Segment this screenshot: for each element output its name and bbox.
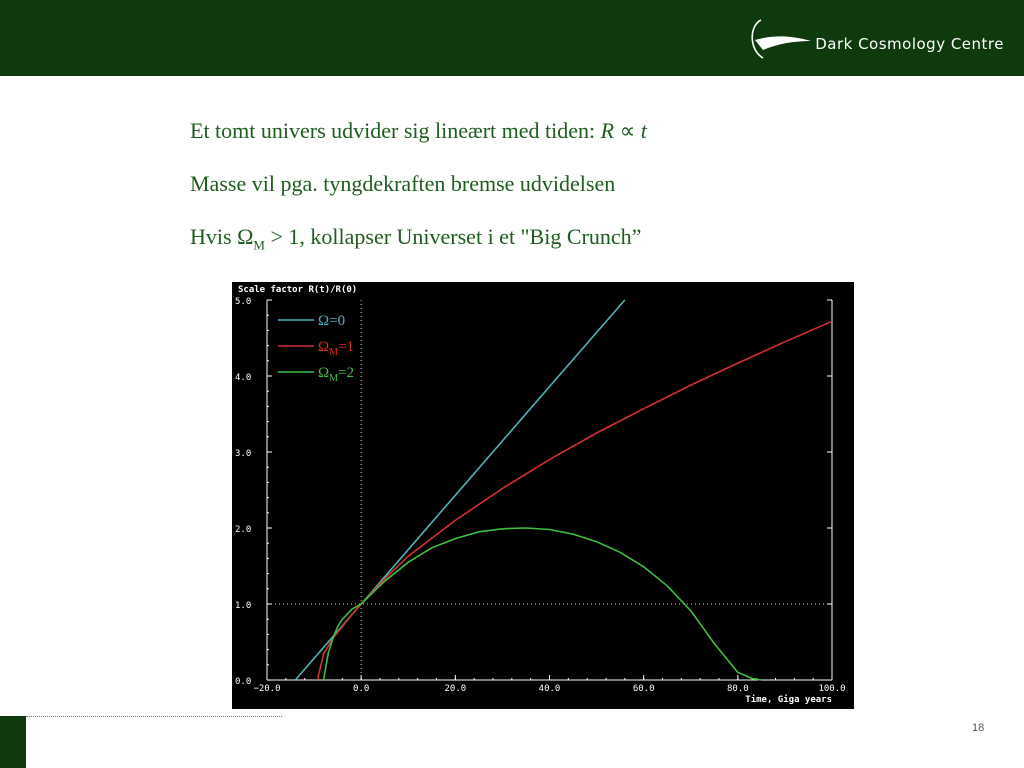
- legend-label-0: Ω=0: [318, 313, 346, 329]
- x-tick-label: 80.0: [726, 684, 749, 694]
- x-tick-label: 60.0: [632, 684, 655, 694]
- symbol-r: R: [600, 118, 615, 143]
- bullet-big-crunch: [190, 220, 647, 273]
- y-tick-label: 3.0: [235, 449, 252, 459]
- bullet-text: Hvis: [190, 224, 238, 249]
- legend-label-2: $\Omega_M=2$: [318, 365, 355, 384]
- x-tick-label: 0.0: [353, 684, 370, 694]
- bullet-text: Masse vil pga. tyngdekraften bremse udvidelsen: [190, 171, 616, 196]
- scale-factor-chart: [232, 282, 854, 709]
- omega-symbol: Ω: [237, 224, 254, 249]
- page-number: 18: [972, 722, 985, 734]
- header-bar: [0, 0, 1024, 76]
- omega-subscript: M: [253, 237, 265, 253]
- bullet-list: [190, 114, 647, 273]
- chart-svg: [232, 282, 854, 709]
- bullet-text: Et tomt univers udvider sig lineært med tiden:: [190, 118, 601, 143]
- y-tick-label: 1.0: [235, 601, 252, 611]
- chart-title: Scale factor R(t)/R(0): [238, 285, 358, 295]
- brand-logo: [815, 14, 1004, 62]
- footer-divider: [26, 716, 282, 717]
- y-tick-label: 2.0: [235, 525, 252, 535]
- x-tick-label: 40.0: [538, 684, 561, 694]
- x-axis-label: Time, Giga years: [745, 695, 832, 705]
- x-tick-label: 100.0: [818, 684, 846, 694]
- legend-label-1: $\Omega_M=1$: [318, 339, 355, 358]
- bullet-gravity: [190, 167, 647, 220]
- y-tick-label: 0.0: [235, 677, 252, 687]
- y-tick-label: 4.0: [235, 373, 252, 383]
- bullet-linear-expansion: [190, 114, 647, 167]
- proportional-symbol: ∝: [619, 118, 636, 143]
- symbol-t: t: [640, 118, 647, 143]
- series-line-1: [317, 321, 832, 680]
- brand-name: Dark Cosmology Centre: [815, 35, 1004, 53]
- y-tick-label: 5.0: [235, 297, 252, 307]
- footer-accent-bar: [0, 716, 26, 768]
- bullet-text: > 1, kollapser Universet i et "Big Crunch”: [264, 224, 642, 249]
- x-tick-label: 20.0: [444, 684, 467, 694]
- x-tick-label: −20.0: [253, 684, 281, 694]
- swoosh-logo-icon: [747, 14, 813, 62]
